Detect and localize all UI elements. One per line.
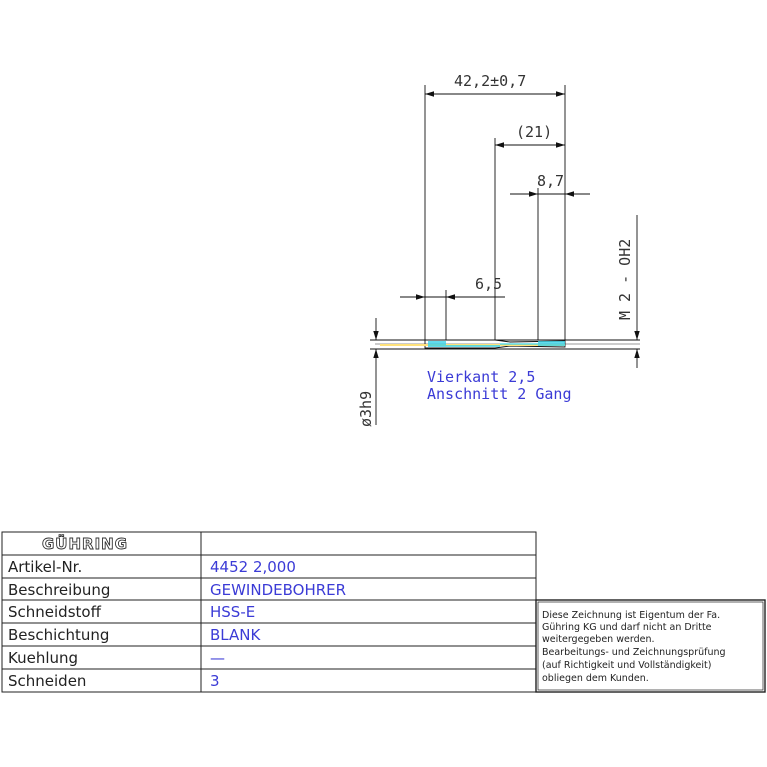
value-coating: BLANK — [210, 626, 261, 644]
svg-text:(auf Richtigkeit und Vollständ: (auf Richtigkeit und Vollständigkeit) — [542, 660, 712, 671]
value-description: GEWINDEBOHRER — [210, 581, 347, 599]
value-cooling: — — [210, 649, 225, 667]
note-chamfer: Anschnitt 2 Gang — [427, 385, 572, 403]
svg-text:Bearbeitungs- und Zeichnungspr: Bearbeitungs- und Zeichnungsprüfung — [542, 647, 726, 658]
dim-flute-length: (21) — [516, 123, 553, 141]
dim-thread: M 2 - OH2 — [616, 238, 634, 320]
square-end-highlight — [428, 341, 446, 347]
dim-square-length: 6,5 — [475, 275, 503, 293]
label-coating: Beschichtung — [8, 626, 110, 644]
svg-text:weitergegeben werden.: weitergegeben werden. — [542, 634, 655, 645]
legal-notice — [542, 610, 726, 684]
chamfer-highlight — [538, 341, 565, 346]
dim-chamfer-length: 8,7 — [537, 172, 565, 190]
value-cutting-edges: 3 — [210, 672, 220, 690]
label-cutting-material: Schneidstoff — [8, 603, 101, 621]
label-cooling: Kuehlung — [8, 649, 79, 667]
title-block — [2, 532, 765, 692]
note-square: Vierkant 2,5 — [427, 368, 536, 386]
svg-text:Diese Zeichnung ist Eigentum d: Diese Zeichnung ist Eigentum der Fa. — [542, 610, 721, 621]
value-article-number: 4452 2,000 — [210, 558, 296, 576]
guhring-logo: GÜHRING — [42, 535, 129, 553]
svg-text:obliegen dem Kunden.: obliegen dem Kunden. — [542, 673, 649, 684]
value-cutting-material: HSS-E — [210, 603, 256, 621]
label-cutting-edges: Schneiden — [8, 672, 87, 690]
label-description: Beschreibung — [8, 581, 111, 599]
svg-text:Gühring KG und darf nicht an D: Gühring KG und darf nicht an Dritte — [542, 622, 712, 633]
dim-shank-diameter: ø3h9 — [357, 390, 375, 427]
extension-lines — [370, 85, 640, 349]
tap-profile — [375, 340, 640, 348]
label-article-number: Artikel-Nr. — [8, 558, 83, 576]
dim-overall-length: 42,2±0,7 — [454, 72, 527, 90]
